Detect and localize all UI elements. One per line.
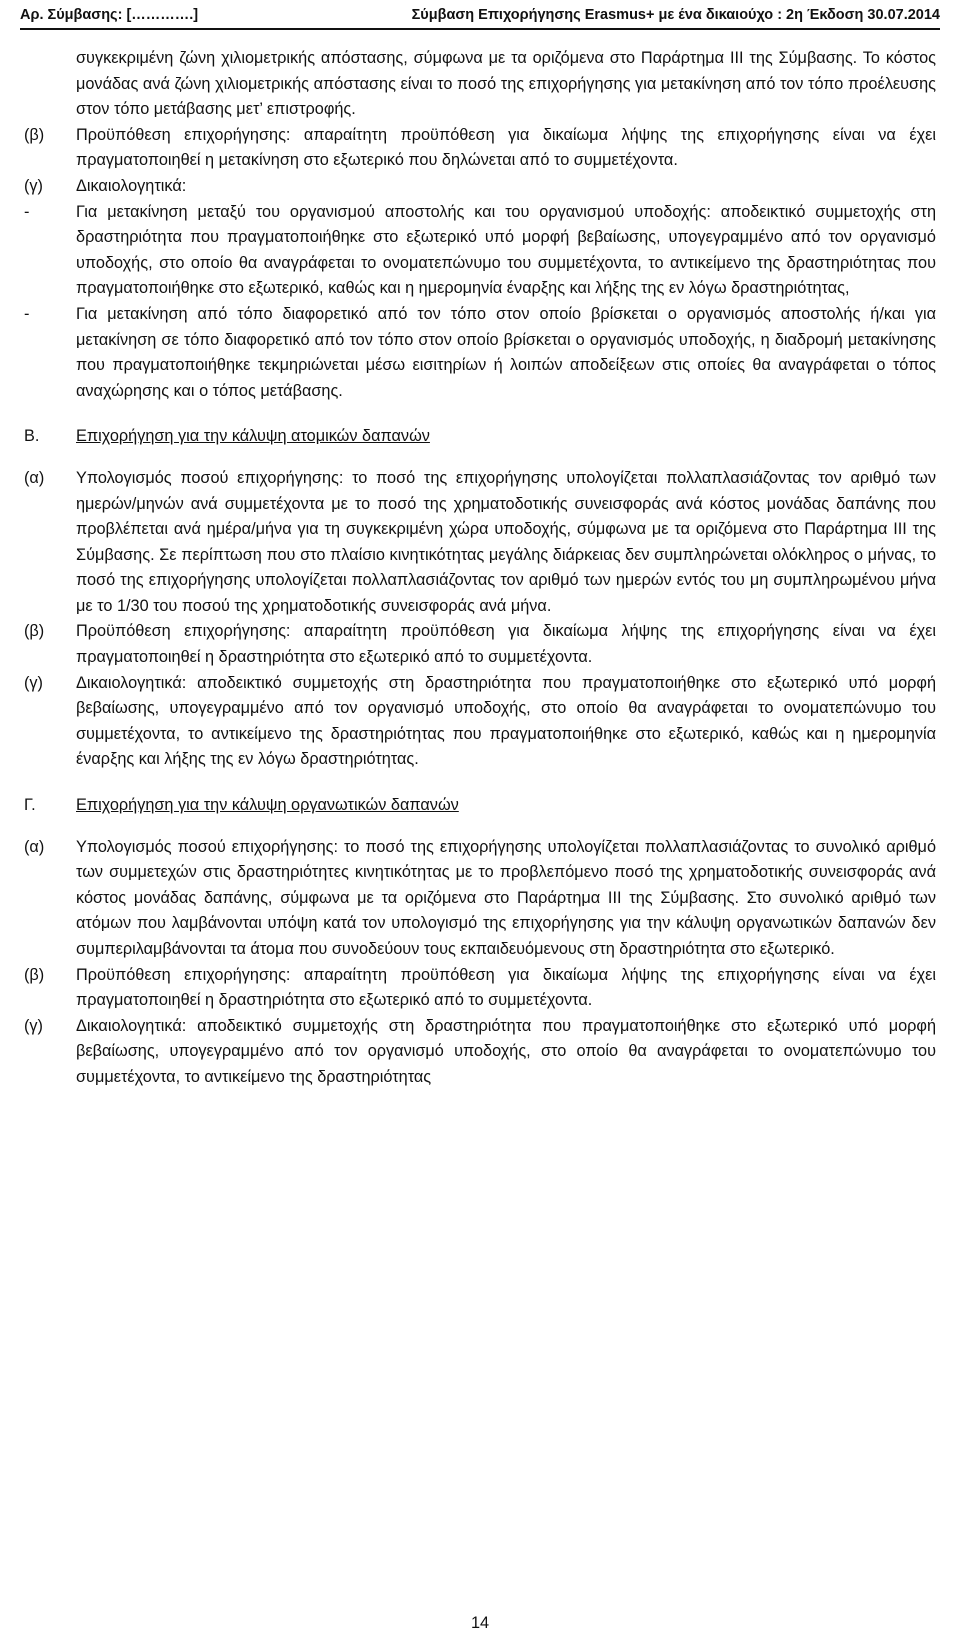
section-b-item-c xyxy=(24,671,936,773)
dash-text: Για μετακίνηση μεταξύ του οργανισμού αποστολής και του οργανισμού υποδοχής: αποδεικτικό συμμετοχής στη δραστηριότητα που πραγματοποιήθηκε στο εξωτερικό υπό μορφή βεβαίωσης, υπογεγραμμένο από τον οργανισμό υποδοχής, στο οποίο θα αναγράφεται το ονοματεπώνυμο του συμμετέχοντα, το αντικείμενο της δραστηριότητας που πραγματοποιήθηκε στο εξωτερικό, καθώς και η ημερομηνία έναρξης και λήξης της εν λόγω δραστηριότητας, xyxy=(76,202,936,298)
section-title: Επιχορήγηση για την κάλυψη ατομικών δαπανών xyxy=(76,427,430,446)
item-text: Δικαιολογητικά: αποδεικτικό συμμετοχής στη δραστηριότητα που πραγματοποιήθηκε στο εξωτερικό υπό μορφή βεβαίωσης, υπογεγραμμένο από τον οργανισμό υποδοχής, στο οποίο θα αναγράφεται το ονοματεπώνυμο του συμμετέχοντα, το αντικείμενο της δραστηριότητας xyxy=(76,1016,936,1086)
item-text: Προϋπόθεση επιχορήγησης: απαραίτητη προϋπόθεση για δικαίωμα λήψης της επιχορήγησης είναι να έχει πραγματοποιηθεί η δραστηριότητα στο εξωτερικό από το συμμετέχοντα. xyxy=(76,622,936,667)
dash-text: Για μετακίνηση από τόπο διαφορετικό από τον τόπο στον οποίο βρίσκεται ο οργανισμός αποστολής ή/και για μετακίνηση σε τόπο διαφορετικό από τον τόπο στον οποίο βρίσκεται ο οργανισμός υποδοχής, η διαδρομή μετακίνησης που πραγματοποιήθηκε τεκμηριώνεται μέσω εισιτηρίων ή λοιπών αποδείξεων στις οποίες θα αναγράφεται ο τόπος αναχώρησης και ο τόπος μετάβασης. xyxy=(76,304,936,400)
section-b-heading xyxy=(24,424,936,450)
section-c-item-c xyxy=(24,1014,936,1091)
section-c-item-b xyxy=(24,963,936,1014)
section-c-item-a xyxy=(24,835,936,963)
section-a-item-b xyxy=(24,123,936,174)
section-a-item-c xyxy=(24,174,936,200)
section-c-heading xyxy=(24,793,936,819)
page-number: 14 xyxy=(470,1614,490,1632)
dash-label: - xyxy=(24,202,30,221)
document-title: Σύμβαση Επιχορήγησης Erasmus+ με ένα δικαιούχο : 2η Έκδοση 30.07.2014 xyxy=(411,7,940,23)
section-b-item-a xyxy=(24,466,936,620)
page-header xyxy=(20,4,940,30)
item-text: Προϋπόθεση επιχορήγησης: απαραίτητη προϋπόθεση για δικαίωμα λήψης της επιχορήγησης είναι να έχει πραγματοποιηθεί η μετακίνηση στο εξωτερικό που δηλώνεται από το συμμετέχοντα. xyxy=(76,125,936,170)
item-label: (β) xyxy=(24,622,45,641)
item-label: (β) xyxy=(24,965,45,984)
item-text: Υπολογισμός ποσού επιχορήγησης: το ποσό της επιχορήγησης υπολογίζεται πολλαπλασιάζοντας το συνολικό αριθμό των συμμετεχών στις δραστηριότητες κινητικότητας με το προβλεπόμενο ποσό της χρηματοδοτικής συνεισφοράς ανά κόστος μονάδας δαπάνης, σύμφωνα με τα οριζόμενα στο Παράρτημα ΙΙΙ της Σύμβασης. Στο συνολικό αριθμό των ατόμων που λαμβάνονται υπόψη κατά τον υπολογισμό της επιχορήγησης για την κάλυψη οργανωτικών δαπανών δεν συμπεριλαμβάνονται τα άτομα που συνοδεύουν τους εκπαιδευόμενους στη δραστηριότητα στο εξωτερικό. xyxy=(76,837,936,958)
item-text: Δικαιολογητικά: αποδεικτικό συμμετοχής στη δραστηριότητα που πραγματοποιήθηκε στο εξωτερικό υπό μορφή βεβαίωσης, υπογεγραμμένο από τον οργανισμό υποδοχής, στο οποίο θα αναγράφεται το ονοματεπώνυμο του συμμετέχοντα, το αντικείμενο της δραστηριότητας που πραγματοποιήθηκε στο εξωτερικό, καθώς και η ημερομηνία έναρξης και λήξης της εν λόγω δραστηριότητας. xyxy=(76,673,936,769)
section-a-dash-2 xyxy=(24,302,936,404)
section-label: Γ. xyxy=(24,796,36,815)
item-label: (α) xyxy=(24,468,45,487)
item-label: (β) xyxy=(24,125,45,144)
item-text: Δικαιολογητικά: xyxy=(76,176,187,195)
dash-label: - xyxy=(24,304,30,323)
item-text: Υπολογισμός ποσού επιχορήγησης: το ποσό της επιχορήγησης υπολογίζεται πολλαπλασιάζοντας τον αριθμό των ημερών/μηνών ανά συμμετέχοντα με το ποσό της χρηματοδοτικής συνεισφοράς ανά κόστος μονάδας δαπάνης που προβλέπεται ανά ημέρα/μήνα για τη συγκεκριμένη χώρα υποδοχής, σύμφωνα με τα οριζόμενα στο Παράρτημα ΙΙΙ της Σύμβασης. Σε περίπτωση που στο πλαίσιο κινητικότητας μεγάλης διάρκειας δεν συμπληρώνεται ολόκληρος ο μήνας, το ποσό της επιχορήγησης υπολογίζεται πολλαπλασιάζοντας τον αριθμό των ημερών εντός του μη συμπληρωμένου μήνα με το 1/30 του ποσού της χρηματοδοτικής συνεισφοράς ανά μήνα. xyxy=(76,468,936,615)
item-label: (γ) xyxy=(24,176,43,195)
item-label: (γ) xyxy=(24,673,43,692)
section-label: Β. xyxy=(24,427,40,446)
item-text: Προϋπόθεση επιχορήγησης: απαραίτητη προϋπόθεση για δικαίωμα λήψης της επιχορήγησης είναι να έχει πραγματοποιηθεί η δραστηριότητα στο εξωτερικό από το συμμετέχοντα. xyxy=(76,965,936,1010)
contract-number: Αρ. Σύμβασης: [………….] xyxy=(20,7,199,23)
item-label: (α) xyxy=(24,837,45,856)
section-a-dash-1 xyxy=(24,200,936,302)
item-label: (γ) xyxy=(24,1016,43,1035)
continuation-paragraph: συγκεκριμένη ζώνη χιλιομετρικής απόστασης, σύμφωνα με τα οριζόμενα στο Παράρτημα ΙΙΙ της Σύμβασης. Το κόστος μονάδας ανά ζώνη χιλιομετρικής απόστασης είναι το ποσό της επιχορήγησης για μετακίνηση από τον τόπο προέλευσης στον τόπο μετάβασης μετ’ επιστροφής. xyxy=(76,49,936,119)
section-b-item-b xyxy=(24,619,936,670)
document-body xyxy=(24,46,936,1091)
section-title: Επιχορήγηση για την κάλυψη οργανωτικών δαπανών xyxy=(76,796,459,815)
